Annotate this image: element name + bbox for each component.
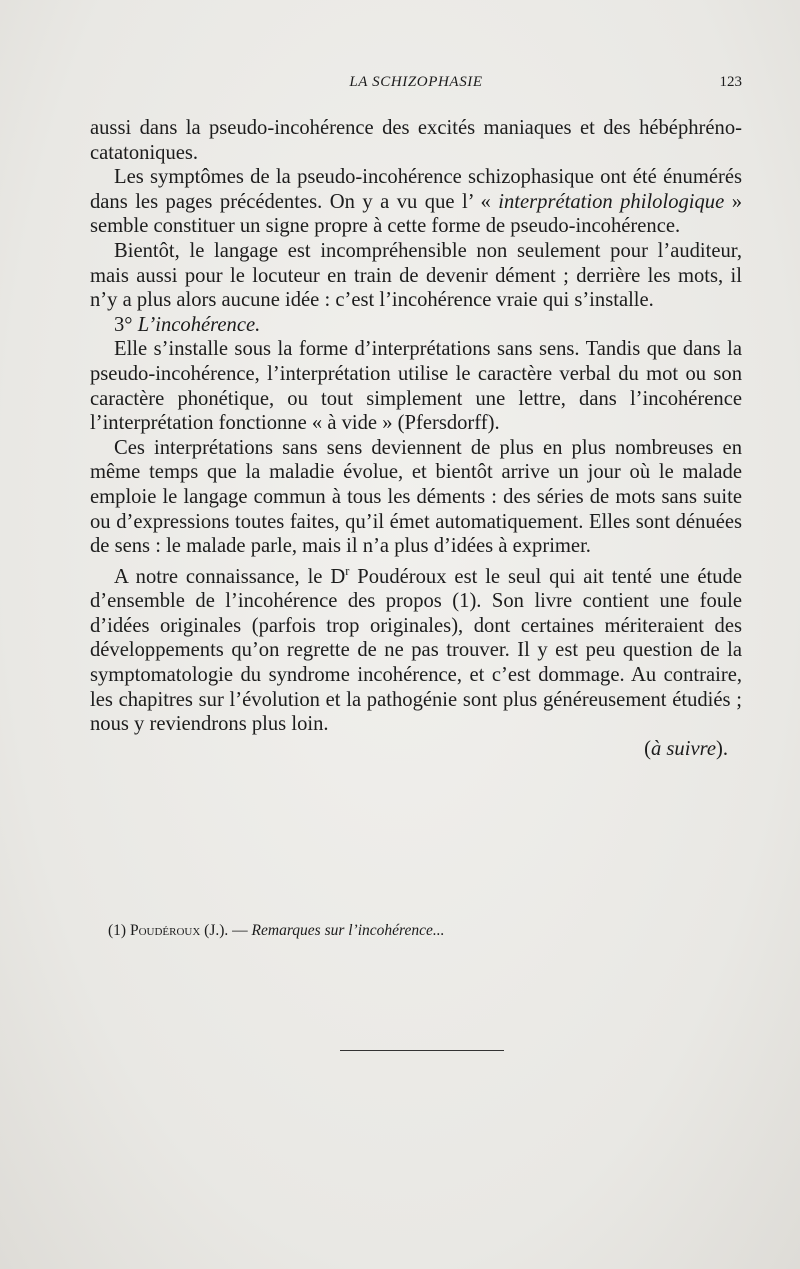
superscript: r — [345, 563, 350, 578]
footnote-author: Poudéroux (J.). — [129, 922, 229, 939]
end-rule — [340, 1050, 504, 1051]
page-number: 123 — [719, 74, 742, 90]
closing-close: ). — [715, 737, 728, 760]
footnote-title: Remarques sur l’incohérence... — [251, 922, 445, 939]
section-number: 3° — [114, 313, 133, 336]
a-suivre — [90, 737, 742, 762]
paragraph-pseudo-incoherence — [90, 165, 742, 239]
page-header — [90, 74, 742, 100]
closing-open: ( — [644, 737, 651, 760]
footnote — [108, 922, 728, 940]
section-heading — [90, 313, 742, 338]
italic-term: interprétation philologique — [498, 190, 725, 213]
closing-italic: à suivre — [650, 737, 716, 760]
paragraph-langage: Bientôt, le langage est incompréhensible non seulement pour l’auditeur, mais aussi pour le locuteur en train de devenir dément ; derrière les mots, il n’y a plus alors aucune idée : c’est l’incohérence vraie qui s’installe. — [90, 239, 742, 312]
paragraph-pouderoux — [90, 559, 742, 737]
running-title: LA SCHIZOPHASIE — [349, 74, 483, 90]
section-title: L’incohérence. — [137, 313, 261, 336]
paragraph-text: Poudéroux est le seul qui ait tenté une étude d’ensemble de l’incohérence des propos (1). Son livre contient une foule d’idées originales (parfois trop originales), dont certaines mériteraient des développements qu’on regrette de ne pas trouver. Il y est peu question de la symptomatologie du syndrome incohérence, et c’est dommage. Au contraire, les chapitres sur l’évolution et la pathogénie sont plus généreusement étudiés ; nous y reviendrons plus loin. — [90, 565, 742, 736]
paragraph-text: » semble constituer un signe propre à cette forme de pseudo-incohérence. — [90, 190, 743, 238]
footnote-dash: — — [228, 922, 252, 939]
paragraph-continuation: aussi dans la pseudo-incohérence des excités maniaques et des hébéphréno-catatoniques. — [90, 117, 742, 164]
paragraph-text: A notre connaissance, le D — [114, 565, 346, 588]
body-text — [90, 116, 742, 761]
paragraph-interpretations: Elle s’installe sous la forme d’interprétations sans sens. Tandis que dans la pseudo-incohérence, l’interprétation utilise le caractère verbal du mot ou son caractère phonétique, ou tout simplement une lettre, dans l’incohérence l’interprétation fonctionne « à vide » (Pfersdorff). — [90, 338, 742, 435]
footnote-marker: (1) — [108, 922, 127, 939]
paragraph-text: Les symptômes de la pseudo-incohérence schizophasique ont été énumérés dans les pages précédentes. On y a vu que l’ « — [90, 166, 742, 213]
paragraph-sans-sens: Ces interprétations sans sens deviennent de plus en plus nombreuses en même temps que la maladie évolue, et bientôt arrive un jour où le malade emploie le langage commun à tous les déments : des séries de mots sans suite ou d’expressions toutes faites, qu’il émet automatiquement. Elles sont dénuées de sens : le malade parle, mais il n’a plus d’idées à exprimer. — [90, 436, 742, 558]
